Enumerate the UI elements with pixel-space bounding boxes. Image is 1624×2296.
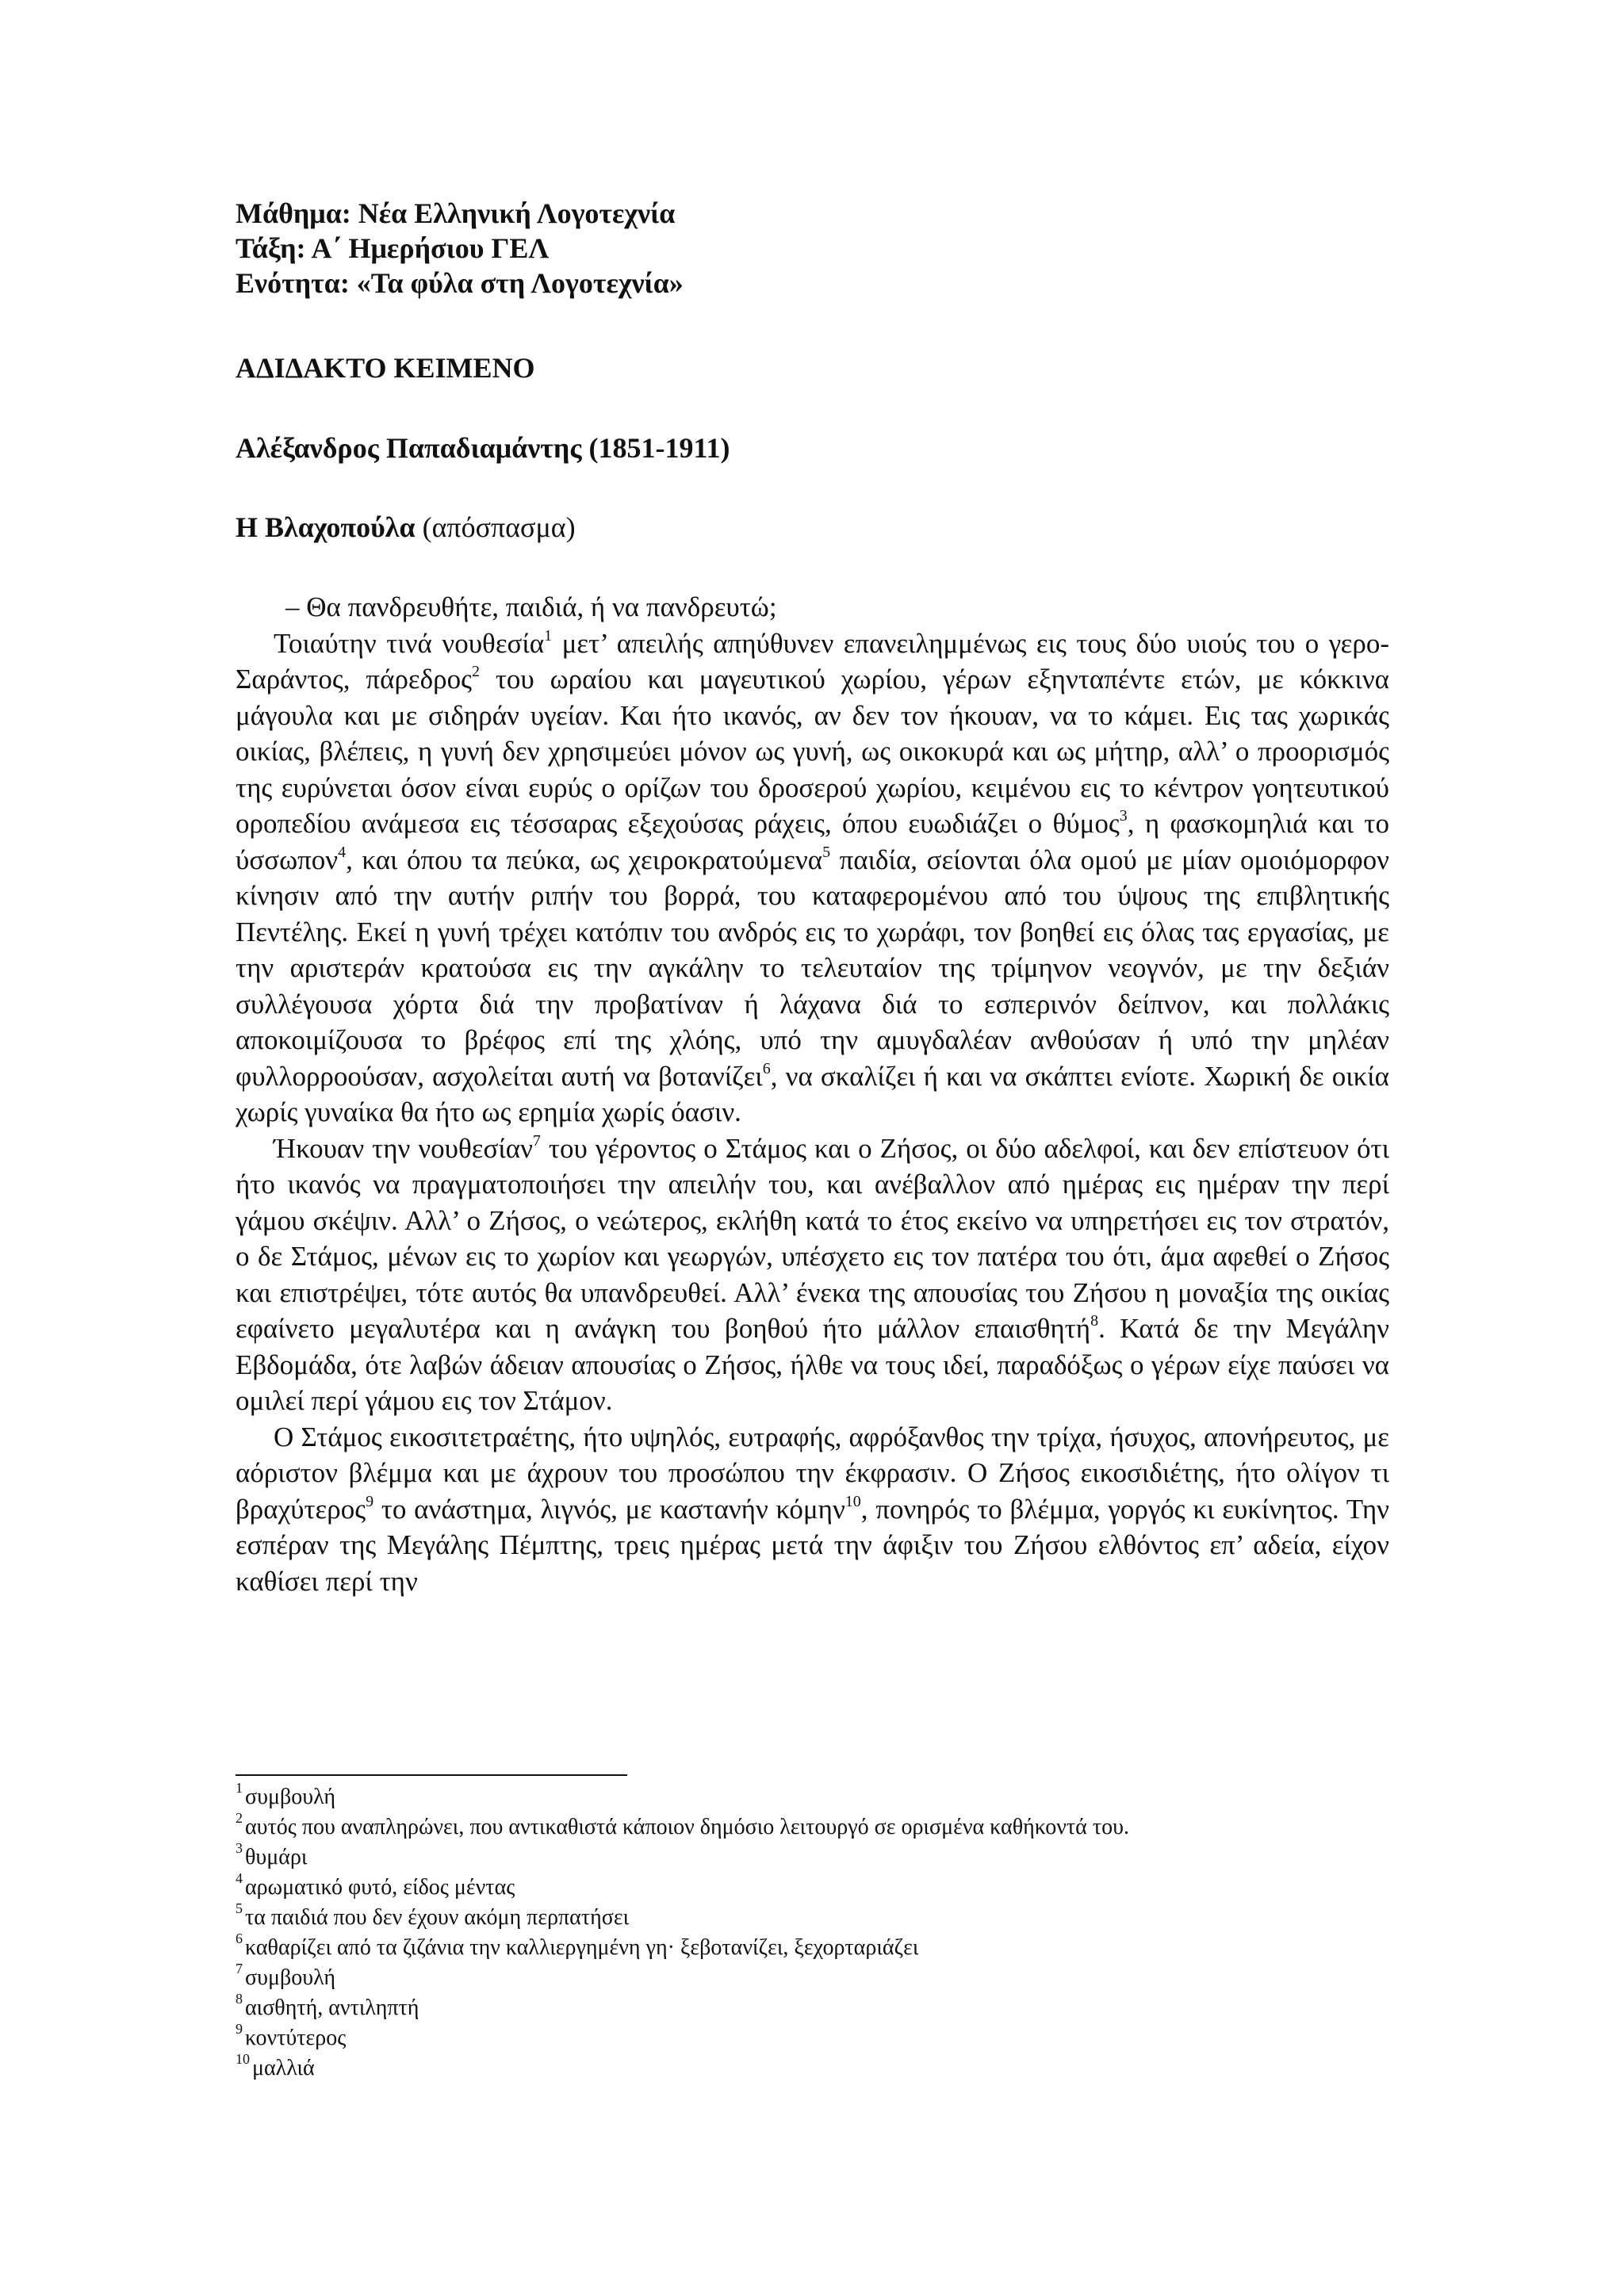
text-run: μετ’ απειλής απηύθυνεν επανειλημμένως εις τους δύο υιούς του ο γερο-Σαράντος, πάρεδρος	[236, 627, 1389, 695]
text-run: Ήκουαν την νουθεσίαν	[274, 1132, 533, 1164]
footnote-separator	[236, 1774, 627, 1776]
footnote-item	[236, 1993, 1425, 2023]
footnote-mark: 9	[236, 2021, 243, 2037]
text-run: , να σκαλίζει ή και να σκάπτει ενίοτε. Χωρική δε οικία χωρίς γυναίκα θα ήτο ως ερημία χωρίς όασιν.	[236, 1060, 1389, 1127]
footnote-mark: 4	[236, 1870, 243, 1886]
paragraph-2	[236, 1131, 1389, 1419]
footnote-ref: 2	[471, 663, 480, 681]
footnote-ref: 7	[532, 1131, 541, 1150]
text-run: , πονηρός το βλέμμα, γοργός κι ευκίνητος. Την εσπέραν της Μεγάλης Πέμπτης, τρεις ημέρας μετά την άφιξιν του Ζήσου ελθόντος επ’ αδεία, είχον καθίσει περί την	[236, 1493, 1389, 1597]
footnote-mark: 6	[236, 1931, 243, 1946]
text-run: του γέροντος ο Στάμος και ο Ζήσος, οι δύο αδελφοί, και δεν επίστευον ότι ήτο ικανός να πραγματοποιήσει την απειλήν του, και ανέβαλλον από ημέρας εις ημέραν την περί γάμου σκέψιν. Αλλ’ ο Ζήσος, ο νεώτερος, εκλήθη κατά το έτος εκείνο να υπηρετήσει εις τον στρατόν, ο δε Στάμος, μένων εις το χωρίον και γεωργών, υπέσχετο εις τον πατέρα του ότι, άμα αφεθεί ο Ζήσος και επιστρέψει, τότε αυτός θα υπανδρευθεί. Αλλ’ ένεκα της απουσίας του Ζήσου η μοναξία της οικίας εφαίνετο μεγαλυτέρα και η ανάγκη του βοηθού ήτο μάλλον επαισθητή	[236, 1132, 1390, 1344]
author-line: Αλέξανδρος Παπαδιαμάντης (1851-1911)	[236, 432, 730, 464]
section-title: ΑΔΙΔΑΚΤΟ ΚΕΙΜΕΝΟ	[236, 352, 535, 384]
footnote-mark: 8	[236, 1991, 243, 2007]
footnote-item	[236, 1963, 1425, 1993]
footnote-text: τα παιδιά που δεν έχουν ακόμη περπατήσει	[245, 1905, 630, 1930]
footnote-text: θυμάρι	[245, 1845, 308, 1869]
subject-line: Μάθημα: Νέα Ελληνική Λογοτεχνία	[236, 197, 676, 229]
footnote-mark: 7	[236, 1961, 243, 1976]
text-run: , η φασκομηλιά και το ύσσωπον	[236, 808, 1390, 875]
footnote-text: αρωματικό φυτό, είδος μέντας	[245, 1875, 515, 1900]
footnotes	[236, 1782, 1425, 2084]
dialogue-line: – Θα πανδρευθήτε, παιδιά, ή να πανδρευτώ;	[285, 591, 777, 622]
footnote-mark: 10	[236, 2051, 250, 2067]
paragraph-1	[236, 626, 1389, 1131]
footnote-item	[236, 1870, 1425, 1903]
paragraph-3	[236, 1419, 1389, 1600]
footnote-item	[236, 1840, 1425, 1873]
text-run: παιδία, σείονται όλα ομού με μίαν ομοιόμορφον κίνησιν από την αυτήν ριπήν του βορρά, του καταφερομένου από του ύψους της επιβλητικής Πεντέλης. Εκεί η γυνή τρέχει κατόπιν του ανδρός εις το χωράφι, τον βοηθεί εις όλας τας εργασίας, με την αριστεράν κρατούσα εις την αγκάλην το τελευταίον της τρίμηνον νεογνόν, με την δεξιάν συλλέγουσα χόρτα διά την προβατίναν ή λάχανα διά το εσπερινόν δείπνον, και πολλάκις αποκοιμίζουσα το βρέφος επί της χλόης, υπό την αμυγδαλέαν ανθούσαν ή υπό την μηλέαν φυλλορροούσαν, ασχολείται αυτή να βοτανίζει	[236, 844, 1389, 1092]
main-text	[236, 589, 1389, 1599]
text-run: το ανάστημα, λιγνός, με καστανήν κόμην	[373, 1493, 845, 1525]
footnote-item	[236, 1900, 1425, 1933]
footnote-ref: 3	[1119, 807, 1128, 825]
footnote-text: αισθητή, αντιληπτή	[245, 1996, 419, 2020]
text-run: . Κατά δε την Μεγάλην Εβδομάδα, ότε λαβών άδειαν απουσίας ο Ζήσος, ήλθε να τους ιδεί, παραδόξως ο γέρων είχε παύσει να ομιλεί περί γάμου εις τον Στάμον.	[236, 1313, 1389, 1416]
footnote-text: αυτός που αναπληρώνει, που αντικαθιστά κάποιον δημόσιο λειτουργό σε ορισμένα καθήκοντά του.	[245, 1815, 1129, 1839]
footnote-ref: 8	[1090, 1312, 1099, 1330]
footnote-text: καθαρίζει από τα ζιζάνια την καλλιεργημένη γη· ξεβοτανίζει, ξεχορταριάζει	[245, 1935, 919, 1960]
footnote-text: κοντύτερος	[245, 2026, 347, 2050]
footnote-ref: 10	[845, 1492, 861, 1510]
footnote-mark: 1	[236, 1780, 243, 1796]
text-run: Ο Στάμος εικοσιτετραέτης, ήτο υψηλός, ευτραφής, αφρόξανθος την τρίχα, ήσυχος, απονήρευτος, με αόριστον βλέμμα και με άχρουν του προσώπου την έκφρασιν. Ο Ζήσος εικοσιδιέτης, ήτο ολίγον τι βραχύτερος	[236, 1421, 1389, 1525]
footnote-item	[236, 1782, 1425, 1812]
unit-line: Ενότητα: «Τα φύλα στη Λογοτεχνία»	[236, 267, 684, 299]
footnote-text: μαλλιά	[252, 2056, 315, 2080]
footnote-ref: 1	[544, 626, 553, 645]
footnote-mark: 5	[236, 1900, 243, 1916]
text-run: , και όπου τα πεύκα, ως χειροκρατούμενα	[346, 844, 823, 875]
class-line: Τάξη: Α΄ Ημερήσιου ΓΕΛ	[236, 232, 550, 264]
text-run: Τοιαύτην τινά νουθεσία	[274, 627, 545, 659]
course-header	[236, 196, 1425, 300]
footnote-ref: 5	[822, 843, 831, 861]
footnote-item	[236, 2023, 1425, 2053]
footnote-item	[236, 2053, 1425, 2084]
footnote-item	[236, 1812, 1425, 1843]
footnote-ref: 6	[762, 1059, 771, 1077]
footnote-text: συμβουλή	[245, 1785, 336, 1809]
text-run: του ωραίου και μαγευτικού χωρίου, γέρων εξηνταπέντε ετών, με κόκκινα μάγουλα και με σιδηράν υγείαν. Και ήτο ικανός, αν δεν τον ήκουαν, να το κάμει. Εις τας χωρικάς οικίας, βλέπεις, η γυνή δεν χρησιμεύει μόνον ως γυνή, ως οικοκυρά και ως μήτηρ, αλλ’ ο προορισμός της ευρύνεται όσον είναι ευρύς ο ορίζων του δροσερού χωρίου, κειμένου εις το κέντρον γοητευτικού οροπεδίου ανάμεσα εις τέσσαρας εξεχούσας ράχεις, όπου ευωδιάζει ο θύμος	[236, 664, 1389, 839]
footnote-text: συμβουλή	[245, 1965, 336, 1990]
footnote-item	[236, 1933, 1425, 1963]
work-title: Η Βλαχοπούλα	[236, 511, 416, 543]
footnote-mark: 3	[236, 1840, 243, 1856]
footnote-ref: 9	[366, 1492, 374, 1510]
footnote-mark: 2	[236, 1810, 243, 1826]
work-title-line	[236, 510, 1425, 545]
footnote-ref: 4	[338, 843, 347, 861]
work-note: (απόσπασμα)	[422, 511, 576, 543]
